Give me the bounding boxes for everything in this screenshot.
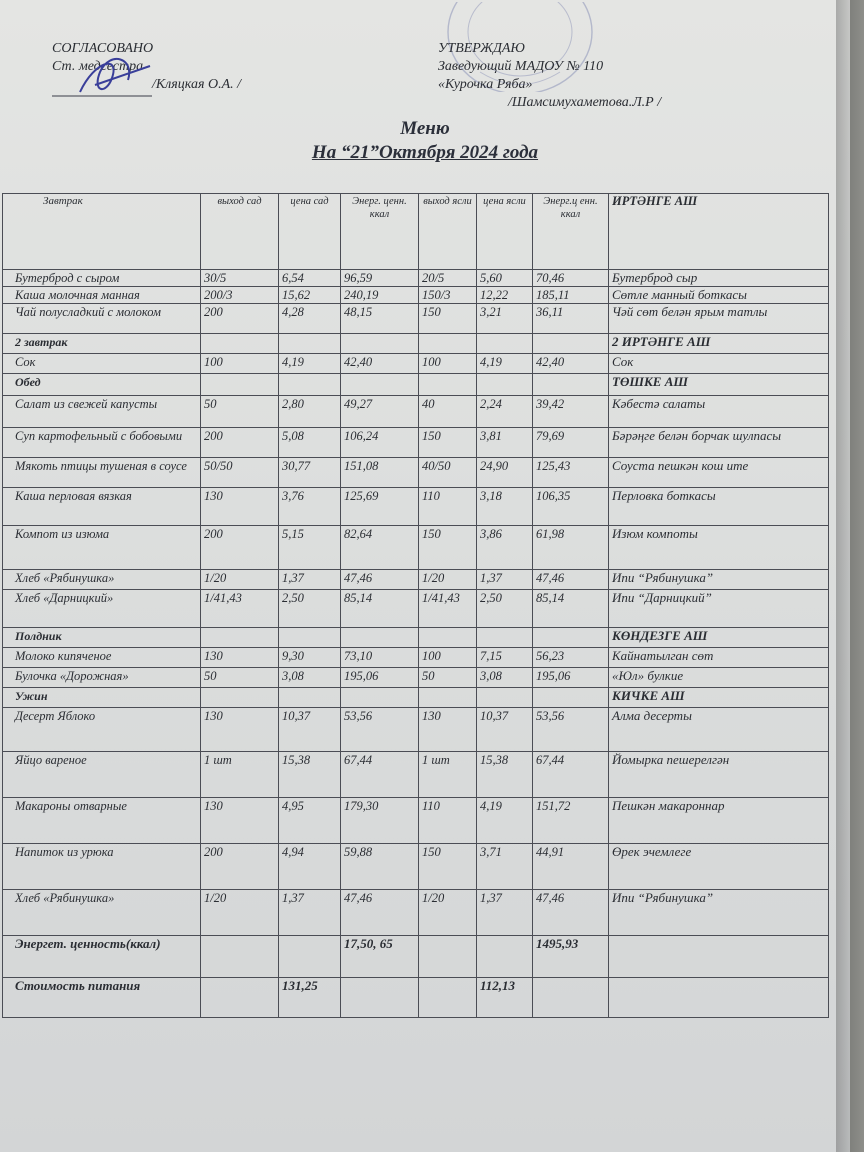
cell-name: Напиток из урюка bbox=[3, 844, 201, 890]
cell-p2 bbox=[477, 334, 533, 354]
cell-p2: 112,13 bbox=[477, 978, 533, 1018]
cell-p2 bbox=[477, 936, 533, 978]
cell-name: Бутерброд с сыром bbox=[3, 270, 201, 287]
head-title: Заведующий МАДОУ № 110 bbox=[438, 59, 604, 74]
cell-p1: 15,62 bbox=[279, 287, 341, 304]
cell-v1: 50 bbox=[201, 668, 279, 688]
cell-v2: 1/20 bbox=[419, 890, 477, 936]
cell-e2 bbox=[533, 628, 609, 648]
cell-name: Хлеб «Дарницкий» bbox=[3, 590, 201, 628]
cell-e1 bbox=[341, 374, 419, 396]
cell-tat: 2 ИРТӘНГЕ АШ bbox=[609, 334, 829, 354]
table-row bbox=[3, 287, 829, 304]
cell-v1: 130 bbox=[201, 488, 279, 526]
cell-tat: Ипи “Рябинушка” bbox=[609, 890, 829, 936]
section-row bbox=[3, 374, 829, 396]
column-header: цена ясли bbox=[477, 194, 533, 270]
table-row bbox=[3, 396, 829, 428]
cell-v1: 1 шт bbox=[201, 752, 279, 798]
cell-p2: 3,21 bbox=[477, 304, 533, 334]
cell-v2: 130 bbox=[419, 708, 477, 752]
cell-v2: 150 bbox=[419, 304, 477, 334]
cell-p1: 30,77 bbox=[279, 458, 341, 488]
cell-v2: 100 bbox=[419, 354, 477, 374]
total-row bbox=[3, 936, 829, 978]
cell-v1: 130 bbox=[201, 708, 279, 752]
cell-name: Яйцо вареное bbox=[3, 752, 201, 798]
cell-e2: 185,11 bbox=[533, 287, 609, 304]
cell-tat: Йомырка пешерелгән bbox=[609, 752, 829, 798]
cell-e2: 56,23 bbox=[533, 648, 609, 668]
cell-v1: 200 bbox=[201, 844, 279, 890]
cell-e2: 67,44 bbox=[533, 752, 609, 798]
cell-name: Суп картофельный с бобовыми bbox=[3, 428, 201, 458]
cell-p2 bbox=[477, 374, 533, 396]
cell-p2: 1,37 bbox=[477, 890, 533, 936]
cell-e2: 70,46 bbox=[533, 270, 609, 287]
cell-p1 bbox=[279, 374, 341, 396]
cell-e1: 42,40 bbox=[341, 354, 419, 374]
cell-tat: Кәбестә салаты bbox=[609, 396, 829, 428]
cell-name: Ужин bbox=[3, 688, 201, 708]
cell-v1 bbox=[201, 978, 279, 1018]
cell-tat bbox=[609, 936, 829, 978]
cell-v2: 110 bbox=[419, 798, 477, 844]
table-header-row bbox=[3, 194, 829, 270]
cell-p1: 4,95 bbox=[279, 798, 341, 844]
cell-e1: 96,59 bbox=[341, 270, 419, 287]
cell-e1: 73,10 bbox=[341, 648, 419, 668]
cell-p2: 5,60 bbox=[477, 270, 533, 287]
cell-p2: 3,71 bbox=[477, 844, 533, 890]
column-header: цена сад bbox=[279, 194, 341, 270]
cell-e2: 79,69 bbox=[533, 428, 609, 458]
cell-tat: Бәрәңге белән борчак шулпасы bbox=[609, 428, 829, 458]
cell-e1: 47,46 bbox=[341, 570, 419, 590]
cell-e2: 39,42 bbox=[533, 396, 609, 428]
cell-v2 bbox=[419, 936, 477, 978]
cell-name: Салат из свежей капусты bbox=[3, 396, 201, 428]
table-row bbox=[3, 590, 829, 628]
cell-tat: Ипи “Рябинушка” bbox=[609, 570, 829, 590]
cell-v1: 30/5 bbox=[201, 270, 279, 287]
cell-tat: «Юл» булкие bbox=[609, 668, 829, 688]
cell-tat: Изюм компоты bbox=[609, 526, 829, 570]
menu-table bbox=[2, 193, 829, 1018]
cell-name: Стоимость питания bbox=[3, 978, 201, 1018]
cell-v2 bbox=[419, 628, 477, 648]
cell-e1: 53,56 bbox=[341, 708, 419, 752]
cell-name: Хлеб «Рябинушка» bbox=[3, 890, 201, 936]
cell-tat: КӨНДЕЗГЕ АШ bbox=[609, 628, 829, 648]
cell-p1: 4,19 bbox=[279, 354, 341, 374]
cell-name: Обед bbox=[3, 374, 201, 396]
approve-label: УТВЕРЖДАЮ bbox=[438, 41, 525, 56]
cell-tat: Кайнатылган сөт bbox=[609, 648, 829, 668]
cell-e1 bbox=[341, 688, 419, 708]
cell-e1: 195,06 bbox=[341, 668, 419, 688]
column-header: выход ясли bbox=[419, 194, 477, 270]
table-row bbox=[3, 798, 829, 844]
cell-e2: 44,91 bbox=[533, 844, 609, 890]
cell-e2: 53,56 bbox=[533, 708, 609, 752]
cell-p1: 5,15 bbox=[279, 526, 341, 570]
approval-block-right bbox=[438, 40, 661, 112]
cell-e1: 85,14 bbox=[341, 590, 419, 628]
cell-p2: 12,22 bbox=[477, 287, 533, 304]
cell-v2 bbox=[419, 978, 477, 1018]
cell-name: Мякоть птицы тушеная в соусе bbox=[3, 458, 201, 488]
cell-p1: 3,76 bbox=[279, 488, 341, 526]
cell-e2 bbox=[533, 334, 609, 354]
cell-v1: 1/41,43 bbox=[201, 590, 279, 628]
cell-name: Десерт Яблоко bbox=[3, 708, 201, 752]
cell-v2: 20/5 bbox=[419, 270, 477, 287]
cell-name: Молоко кипяченое bbox=[3, 648, 201, 668]
cell-v2: 1/20 bbox=[419, 570, 477, 590]
cell-e2: 85,14 bbox=[533, 590, 609, 628]
cell-p2: 24,90 bbox=[477, 458, 533, 488]
cell-e2: 125,43 bbox=[533, 458, 609, 488]
cell-p2: 7,15 bbox=[477, 648, 533, 668]
cell-p2: 3,86 bbox=[477, 526, 533, 570]
cell-name: Компот из изюма bbox=[3, 526, 201, 570]
cell-e1 bbox=[341, 334, 419, 354]
table-row bbox=[3, 708, 829, 752]
cell-tat: Сөтле манный боткасы bbox=[609, 287, 829, 304]
cell-v2: 100 bbox=[419, 648, 477, 668]
cell-p1 bbox=[279, 688, 341, 708]
cell-v1: 1/20 bbox=[201, 890, 279, 936]
cell-v1 bbox=[201, 374, 279, 396]
cell-e2 bbox=[533, 978, 609, 1018]
cell-p1: 2,50 bbox=[279, 590, 341, 628]
cell-v1: 130 bbox=[201, 798, 279, 844]
cell-p1: 9,30 bbox=[279, 648, 341, 668]
column-header: ИРТӘНГЕ АШ bbox=[609, 194, 829, 270]
cell-v2: 150 bbox=[419, 526, 477, 570]
cell-p2: 3,08 bbox=[477, 668, 533, 688]
cell-v2: 150/3 bbox=[419, 287, 477, 304]
table-row bbox=[3, 668, 829, 688]
nurse-name: /Кляцкая О.А. / bbox=[152, 77, 242, 92]
cell-v2: 1 шт bbox=[419, 752, 477, 798]
cell-e2 bbox=[533, 374, 609, 396]
cell-p1: 5,08 bbox=[279, 428, 341, 458]
cell-v2 bbox=[419, 374, 477, 396]
cell-p1: 131,25 bbox=[279, 978, 341, 1018]
cell-p2: 4,19 bbox=[477, 354, 533, 374]
section-row bbox=[3, 628, 829, 648]
cell-e1: 47,46 bbox=[341, 890, 419, 936]
table-row bbox=[3, 570, 829, 590]
cell-p2: 2,24 bbox=[477, 396, 533, 428]
cell-e1: 125,69 bbox=[341, 488, 419, 526]
cell-e1: 17,50, 65 bbox=[341, 936, 419, 978]
total-row bbox=[3, 978, 829, 1018]
cell-name: Каша перловая вязкая bbox=[3, 488, 201, 526]
cell-v1: 200 bbox=[201, 526, 279, 570]
cell-e1: 48,15 bbox=[341, 304, 419, 334]
table-row bbox=[3, 488, 829, 526]
cell-p2 bbox=[477, 688, 533, 708]
cell-v2: 150 bbox=[419, 844, 477, 890]
table-row bbox=[3, 270, 829, 287]
cell-tat: Пешкән макароннар bbox=[609, 798, 829, 844]
cell-v2: 1/41,43 bbox=[419, 590, 477, 628]
cell-p2: 15,38 bbox=[477, 752, 533, 798]
cell-p1: 1,37 bbox=[279, 890, 341, 936]
cell-v2: 50 bbox=[419, 668, 477, 688]
cell-e2: 42,40 bbox=[533, 354, 609, 374]
cell-p1: 6,54 bbox=[279, 270, 341, 287]
cell-name: Полдник bbox=[3, 628, 201, 648]
cell-p1: 10,37 bbox=[279, 708, 341, 752]
cell-p2: 3,18 bbox=[477, 488, 533, 526]
agreed-label: СОГЛАСОВАНО bbox=[52, 41, 154, 56]
cell-v2: 40 bbox=[419, 396, 477, 428]
column-header: Энерг.ц енн. ккал bbox=[533, 194, 609, 270]
cell-name: Сок bbox=[3, 354, 201, 374]
cell-v2: 40/50 bbox=[419, 458, 477, 488]
cell-v2 bbox=[419, 334, 477, 354]
cell-v1: 50 bbox=[201, 396, 279, 428]
cell-p2: 1,37 bbox=[477, 570, 533, 590]
table-row bbox=[3, 304, 829, 334]
kindergarten-name: «Курочка Ряба» bbox=[438, 77, 533, 92]
cell-v2: 150 bbox=[419, 428, 477, 458]
cell-e1: 59,88 bbox=[341, 844, 419, 890]
cell-e1: 151,08 bbox=[341, 458, 419, 488]
cell-v1: 100 bbox=[201, 354, 279, 374]
cell-e2: 61,98 bbox=[533, 526, 609, 570]
cell-v1: 50/50 bbox=[201, 458, 279, 488]
cell-p2: 2,50 bbox=[477, 590, 533, 628]
cell-e2: 1495,93 bbox=[533, 936, 609, 978]
cell-tat: Өрек эчемлеге bbox=[609, 844, 829, 890]
cell-name: Хлеб «Рябинушка» bbox=[3, 570, 201, 590]
cell-p1: 4,94 bbox=[279, 844, 341, 890]
page-edge-shadow bbox=[836, 0, 864, 1152]
cell-tat: Чәй сөт белән ярым татлы bbox=[609, 304, 829, 334]
cell-v1 bbox=[201, 334, 279, 354]
cell-p2: 10,37 bbox=[477, 708, 533, 752]
cell-tat: Перловка боткасы bbox=[609, 488, 829, 526]
cell-name: Булочка «Дорожная» bbox=[3, 668, 201, 688]
column-header: выход сад bbox=[201, 194, 279, 270]
cell-v1: 200/3 bbox=[201, 287, 279, 304]
table-row bbox=[3, 648, 829, 668]
cell-e1: 240,19 bbox=[341, 287, 419, 304]
cell-v1: 130 bbox=[201, 648, 279, 668]
cell-e1: 82,64 bbox=[341, 526, 419, 570]
cell-v1: 200 bbox=[201, 304, 279, 334]
cell-p2: 3,81 bbox=[477, 428, 533, 458]
cell-v1 bbox=[201, 628, 279, 648]
cell-p1: 4,28 bbox=[279, 304, 341, 334]
head-name: /Шамсимухаметова.Л.Р / bbox=[508, 95, 662, 110]
table-row bbox=[3, 428, 829, 458]
column-header: Энерг. ценн. ккал bbox=[341, 194, 419, 270]
table-row bbox=[3, 752, 829, 798]
cell-v1: 1/20 bbox=[201, 570, 279, 590]
cell-tat: Сок bbox=[609, 354, 829, 374]
cell-tat: Соуста пешкән кош ите bbox=[609, 458, 829, 488]
section-row bbox=[3, 688, 829, 708]
cell-name: Макароны отварные bbox=[3, 798, 201, 844]
cell-e1: 106,24 bbox=[341, 428, 419, 458]
cell-p1: 15,38 bbox=[279, 752, 341, 798]
column-header: Завтрак bbox=[3, 194, 201, 270]
cell-name: Каша молочная манная bbox=[3, 287, 201, 304]
cell-name: Чай полусладкий с молоком bbox=[3, 304, 201, 334]
cell-tat: ТӨШКЕ АШ bbox=[609, 374, 829, 396]
table-row bbox=[3, 526, 829, 570]
cell-v1 bbox=[201, 688, 279, 708]
cell-v1 bbox=[201, 936, 279, 978]
cell-p2: 4,19 bbox=[477, 798, 533, 844]
cell-v1: 200 bbox=[201, 428, 279, 458]
cell-tat: Ипи “Дарницкий” bbox=[609, 590, 829, 628]
cell-tat: Алма десерты bbox=[609, 708, 829, 752]
cell-e1: 67,44 bbox=[341, 752, 419, 798]
menu-date: На “21”Октября 2024 года bbox=[311, 142, 539, 163]
table-row bbox=[3, 890, 829, 936]
cell-e1: 179,30 bbox=[341, 798, 419, 844]
cell-e1 bbox=[341, 628, 419, 648]
table-row bbox=[3, 354, 829, 374]
cell-e2: 195,06 bbox=[533, 668, 609, 688]
cell-tat: Бутерброд сыр bbox=[609, 270, 829, 287]
cell-e2: 47,46 bbox=[533, 570, 609, 590]
cell-e2: 151,72 bbox=[533, 798, 609, 844]
cell-name: 2 завтрак bbox=[3, 334, 201, 354]
cell-p2 bbox=[477, 628, 533, 648]
cell-tat bbox=[609, 978, 829, 1018]
table-row bbox=[3, 458, 829, 488]
menu-title: Меню bbox=[400, 118, 450, 139]
cell-p1: 3,08 bbox=[279, 668, 341, 688]
nurse-title: Ст. медсестра bbox=[52, 59, 144, 74]
cell-p1: 2,80 bbox=[279, 396, 341, 428]
cell-name: Энергет. ценность(ккал) bbox=[3, 936, 201, 978]
signature bbox=[0, 0, 220, 110]
cell-p1 bbox=[279, 334, 341, 354]
table-row bbox=[3, 844, 829, 890]
cell-p1: 1,37 bbox=[279, 570, 341, 590]
cell-e2: 106,35 bbox=[533, 488, 609, 526]
cell-v2 bbox=[419, 688, 477, 708]
cell-e1 bbox=[341, 978, 419, 1018]
section-row bbox=[3, 334, 829, 354]
cell-e2 bbox=[533, 688, 609, 708]
cell-p1 bbox=[279, 628, 341, 648]
cell-v2: 110 bbox=[419, 488, 477, 526]
cell-tat: КИЧКЕ АШ bbox=[609, 688, 829, 708]
cell-p1 bbox=[279, 936, 341, 978]
cell-e2: 36,11 bbox=[533, 304, 609, 334]
cell-e1: 49,27 bbox=[341, 396, 419, 428]
cell-e2: 47,46 bbox=[533, 890, 609, 936]
